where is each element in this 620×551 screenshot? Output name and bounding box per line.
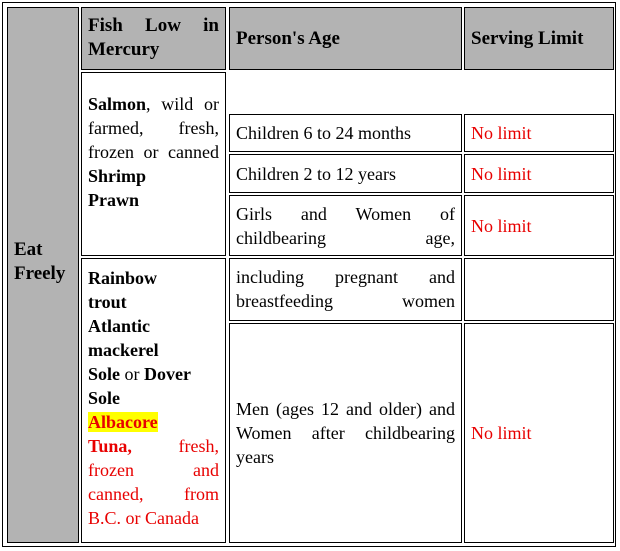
header-fish: Fish Low in Mercury — [88, 15, 219, 60]
fish-group-2-cell — [81, 258, 226, 543]
fish-prawn: Prawn — [88, 190, 139, 210]
age-text-5: Men (ages 12 and older) and Women after childbearing years — [236, 399, 455, 467]
fish-group-1 — [88, 92, 219, 212]
age-text-3: Girls and Women of childbearing age, — [236, 204, 455, 248]
age-text-2: Children 2 to 12 years — [236, 164, 396, 184]
limit-text-5: No limit — [471, 423, 532, 443]
limit-text-3: No limit — [471, 216, 532, 236]
age-cell-2 — [229, 154, 462, 193]
header-limit-cell — [464, 7, 614, 70]
fish-atlantic-mackerel: Atlantic mackerel — [88, 316, 159, 360]
fish-or: or — [124, 364, 140, 384]
limit-text-1: No limit — [471, 123, 532, 143]
limit-text-2: No limit — [471, 164, 532, 184]
age-text-4: including pregnant and breastfeeding women — [236, 267, 455, 311]
fish-tuna-detail: fresh, frozen and canned, from B.C. or Canada — [88, 436, 219, 528]
header-limit: Serving Limit — [471, 28, 584, 49]
age-text-1: Children 6 to 24 months — [236, 123, 411, 143]
header-age-cell — [229, 7, 462, 70]
fish-group-2 — [88, 266, 219, 530]
fish-dover-sole: Dover Sole — [88, 364, 191, 408]
fish-sole: Sole — [88, 364, 121, 384]
row-label: Eat Freely — [14, 239, 66, 284]
limit-cell-5 — [464, 323, 614, 543]
fish-rainbow-trout: Rainbow trout — [88, 268, 158, 312]
header-fish-cell — [81, 7, 226, 70]
fish-salmon-detail: , wild or farmed, fresh, frozen or canned — [88, 94, 219, 162]
age-cell-1 — [229, 114, 462, 152]
age-cell-3 — [229, 195, 462, 256]
age-cell-4 — [229, 258, 462, 321]
limit-cell-1 — [464, 114, 614, 152]
header-age: Person's Age — [236, 28, 340, 49]
age-cell-5 — [229, 323, 462, 543]
limit-cell-2 — [464, 154, 614, 193]
fish-tuna: Tuna, — [88, 436, 132, 456]
fish-salmon: Salmon — [88, 94, 147, 114]
fish-shrimp: Shrimp — [88, 166, 147, 186]
fish-group-1-cell — [81, 72, 226, 256]
fish-albacore: Albacore — [88, 412, 158, 432]
limit-cell-4 — [464, 258, 614, 321]
age-cell-empty — [229, 72, 614, 112]
row-label-cell — [7, 7, 79, 543]
limit-cell-3 — [464, 195, 614, 256]
